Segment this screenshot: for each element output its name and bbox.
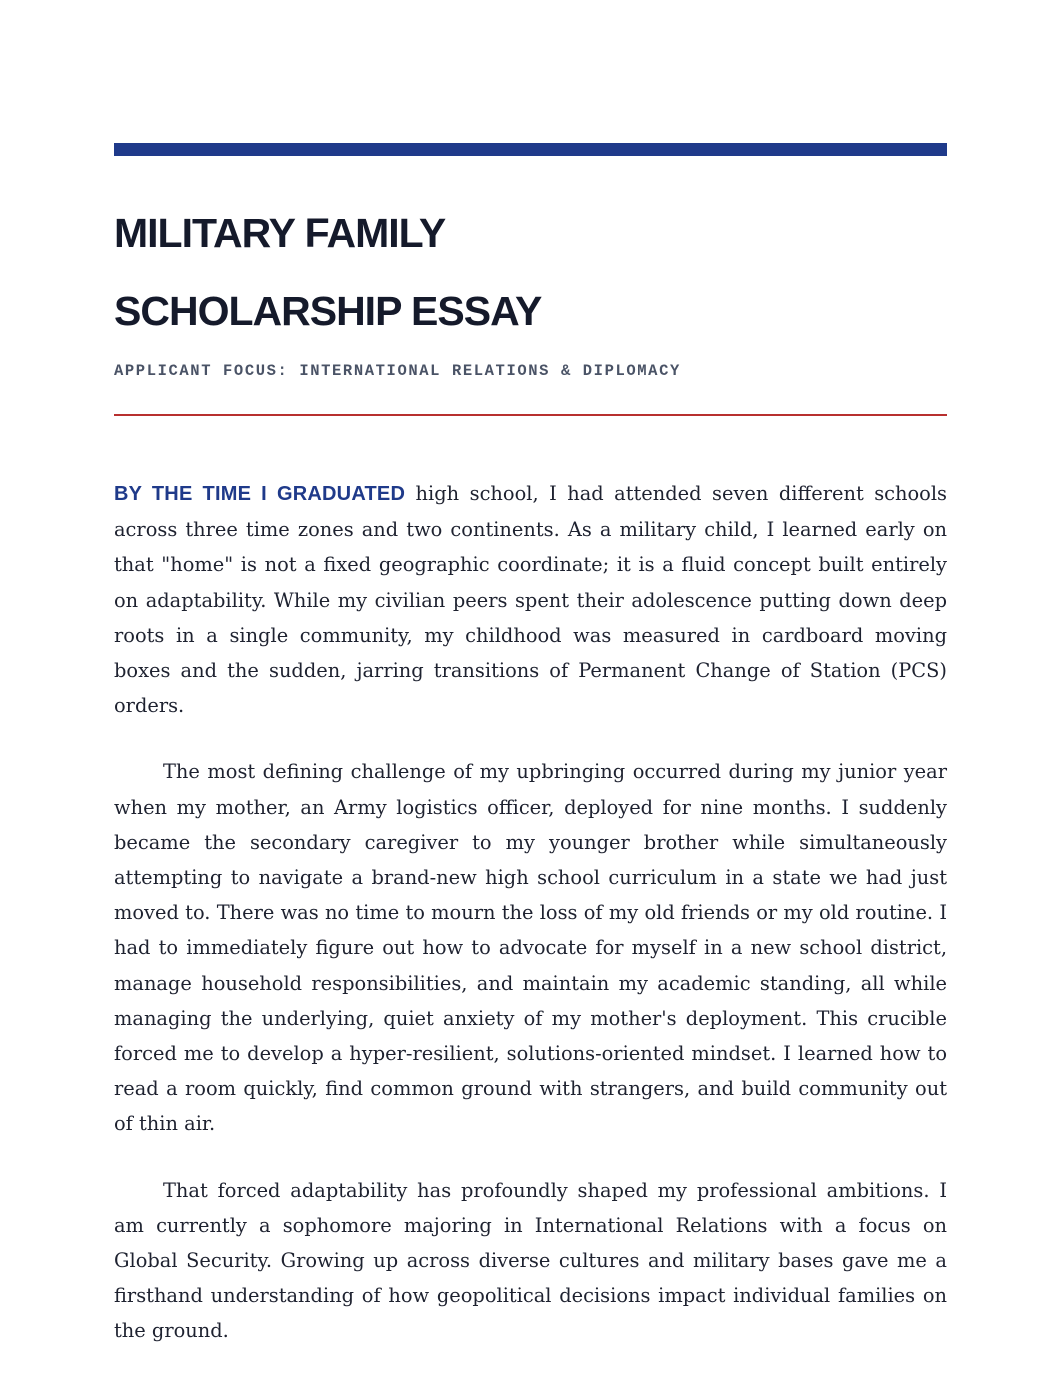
essay-page bbox=[114, 143, 947, 1380]
essay-body bbox=[114, 476, 947, 1349]
divider-rule bbox=[114, 414, 947, 416]
paragraph-3: That forced adaptability has profoundly shaped my professional ambitions. I am currently a sophomore majoring in International Relations with a focus on Global Security. Growing up across diverse cultures and military bases gave me a firsthand understanding of how geopolitical decisions impact individual families on the ground. bbox=[114, 1178, 947, 1343]
paragraph-1-text: high school, I had attended seven different schools across three time zones and two continents. As a military child, I learned early on that "home" is not a fixed geographic coordinate; it is a fluid concept built entirely on adaptability. While my civilian peers spent their adolescence putting down deep roots in a single community, my childhood was measured in cardboard moving boxes and the sudden, jarring transitions of Permanent Change of Station (PCS) orders. bbox=[114, 482, 948, 718]
paragraph-1 bbox=[114, 476, 947, 723]
paragraph-2: The most defining challenge of my upbringing occurred during my junior year when my mother, an Army logistics officer, deployed for nine months. I suddenly became the secondary caregiver to my younger brother while simultaneously attempting to navigate a brand-new high school curriculum in a state we had just moved to. There was no time to mourn the loss of my old friends or my old routine. I had to immediately figure out how to advocate for myself in a new school district, manage household responsibilities, and maintain my academic standing, all while managing the underlying, quiet anxiety of my mother's deployment. This crucible forced me to develop a hyper-resilient, solutions-oriented mindset. I learned how to read a room quickly, find common ground with strangers, and build community out of thin air. bbox=[114, 760, 947, 1136]
essay-title bbox=[114, 194, 947, 350]
paragraph-lead-in: BY THE TIME I GRADUATED bbox=[114, 483, 406, 505]
applicant-focus-subtitle: APPLICANT FOCUS: INTERNATIONAL RELATIONS & DIPLOMACY bbox=[114, 362, 681, 380]
top-accent-bar bbox=[114, 143, 947, 156]
title-line-2: SCHOLARSHIP ESSAY bbox=[114, 288, 542, 334]
title-line-1: MILITARY FAMILY bbox=[114, 210, 446, 256]
